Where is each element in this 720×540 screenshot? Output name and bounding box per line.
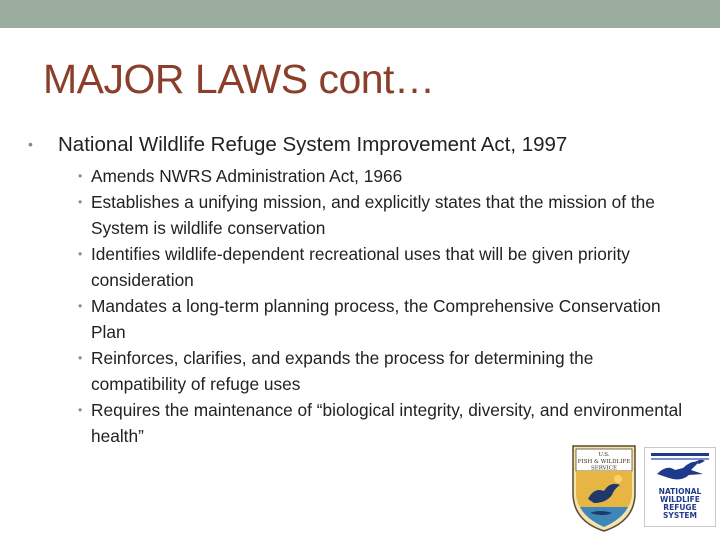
sub-bullet-item: • Requires the maintenance of “biological integrity, diversity, and environmental health” [78, 397, 688, 449]
slide-title: MAJOR LAWS cont… [43, 56, 435, 102]
sub-bullet-item: • Mandates a long-term planning process, the Comprehensive Conservation Plan [78, 293, 688, 345]
main-bullet: • National Wildlife Refuge System Improvement Act, 1997 [28, 128, 688, 161]
fws-logo-text: FISH & WILDLIFE [577, 459, 631, 465]
nwrs-logo-text: NATIONAL [658, 487, 702, 496]
nwrs-logo-text: WILDLIFE [660, 495, 700, 504]
top-accent-bar [0, 0, 720, 28]
nwrs-logo-text: SYSTEM [663, 511, 697, 520]
fish-and-wildlife-service-shield-icon [570, 443, 638, 533]
nwrs-logo [644, 447, 716, 527]
fws-logo-text: SERVICE [590, 465, 618, 472]
sub-bullet-item: • Amends NWRS Administration Act, 1966 [78, 163, 688, 189]
nwrs-logo-text: REFUGE [663, 503, 697, 512]
sub-bullet-item: • Reinforces, clarifies, and expands the process for determining the compatibility of refuge uses [78, 345, 688, 397]
blue-goose-sign-icon [645, 448, 715, 526]
fws-logo [570, 443, 638, 533]
sub-bullet-list [28, 163, 688, 449]
fws-logo-text: U.S. [598, 452, 610, 458]
slide-content [28, 128, 688, 449]
sub-bullet-item: • Identifies wildlife-dependent recreational uses that will be given priority consideration [78, 241, 688, 293]
sub-bullet-item: • Establishes a unifying mission, and explicitly states that the mission of the System is wildlife conservation [78, 189, 688, 241]
